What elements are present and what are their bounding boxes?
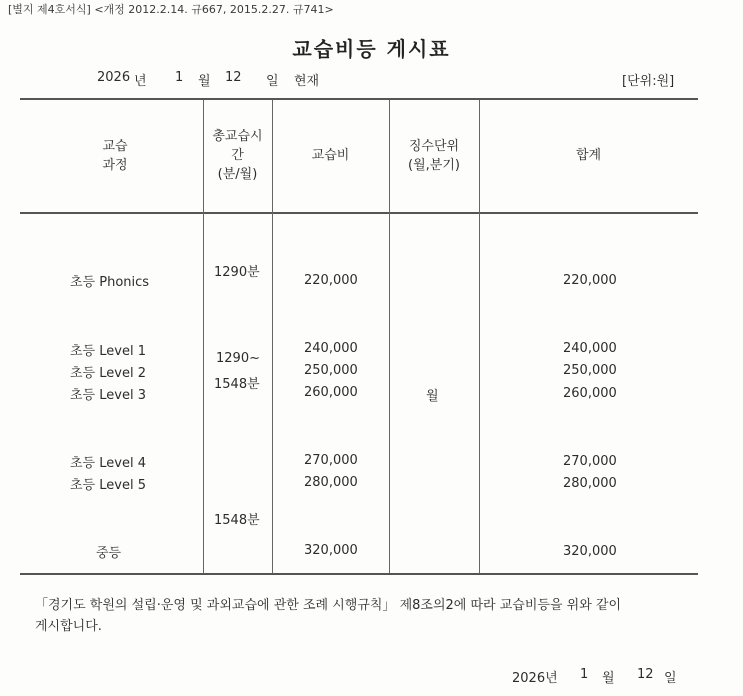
- header-collection-line: (월,분기): [408, 158, 460, 173]
- header-hours: [203, 127, 272, 184]
- course-name: 초등 Level 2: [70, 366, 146, 381]
- header-fee: 교습비: [311, 148, 350, 163]
- footnote-line: 게시합니다.: [35, 619, 102, 634]
- header-total: 합계: [575, 148, 602, 163]
- bottom-date-month: 1: [580, 667, 589, 682]
- total-value: 280,000: [563, 476, 617, 491]
- date-year-unit: 년: [134, 74, 147, 89]
- hours-value: 1548분: [214, 513, 260, 528]
- hours-value: 1290~: [216, 351, 260, 366]
- bottom-date-day: 12: [637, 667, 654, 682]
- course-name: 초등 Level 4: [70, 456, 146, 471]
- fee-value: 320,000: [304, 543, 358, 558]
- form-note: [별지 제4호서식] <개정 2012.2.14. 규667, 2015.2.27. 규741>: [8, 3, 334, 16]
- footnote-line: 「경기도 학원의 설립·운영 및 과외교습에 관한 조례 시행규칙」 제8조의2에 따라 교습비등을 위와 같이: [35, 598, 622, 613]
- column-divider: [272, 100, 273, 573]
- bottom-date-day-unit: 일: [664, 671, 677, 686]
- date-month-unit: 월: [198, 74, 211, 89]
- date-day-unit: 일: [266, 74, 279, 89]
- header-bottom-rule: [20, 212, 698, 214]
- total-value: 220,000: [563, 273, 617, 288]
- course-name: 중등: [96, 546, 122, 561]
- fee-value: 240,000: [304, 341, 358, 356]
- bottom-date-year: 2026년: [512, 671, 558, 686]
- total-value: 260,000: [563, 386, 617, 401]
- column-divider: [479, 100, 480, 573]
- header-hours-line: 간: [231, 148, 244, 163]
- course-name: 초등 Level 1: [70, 344, 146, 359]
- hours-value: 1290분: [214, 265, 260, 280]
- hours-value: 1548분: [214, 377, 260, 392]
- fee-value: 280,000: [304, 475, 358, 490]
- fee-value: 220,000: [304, 273, 358, 288]
- date-current: 현재: [294, 74, 320, 89]
- header-hours-line: 총교습시: [212, 129, 263, 144]
- date-year: 2026: [97, 70, 131, 85]
- total-value: 250,000: [563, 363, 617, 378]
- unit-label: [단위:원]: [622, 74, 675, 89]
- table-top-rule: [20, 98, 698, 100]
- course-name: 초등 Phonics: [70, 275, 150, 290]
- header-collection-unit: [389, 137, 479, 175]
- course-name: 초등 Level 5: [70, 478, 146, 493]
- date-day: 12: [225, 70, 242, 85]
- header-collection-line: 징수단위: [408, 139, 460, 154]
- total-value: 240,000: [563, 341, 617, 356]
- date-month: 1: [175, 70, 184, 85]
- fee-value: 270,000: [304, 453, 358, 468]
- fee-value: 260,000: [304, 385, 358, 400]
- total-value: 270,000: [563, 454, 617, 469]
- header-hours-line: (분/월): [217, 167, 258, 182]
- page-title: 교습비등 게시표: [292, 37, 451, 61]
- fee-value: 250,000: [304, 363, 358, 378]
- header-course: [60, 137, 170, 175]
- collection-unit-value: 월: [426, 389, 439, 404]
- header-course-line: 과정: [102, 158, 128, 173]
- bottom-date-month-unit: 월: [602, 671, 615, 686]
- course-name: 초등 Level 3: [70, 388, 146, 403]
- table-bottom-rule: [20, 573, 698, 575]
- total-value: 320,000: [563, 544, 617, 559]
- header-course-line: 교습: [102, 139, 128, 154]
